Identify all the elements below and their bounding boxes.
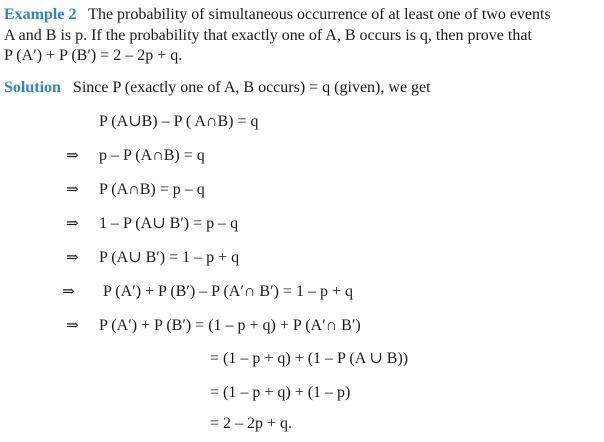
implies-arrow-2: ⇒ [66,148,79,164]
step-7: P (A′) + P (B′) = (1 – p + q) + P (A′∩ B′) [99,317,361,334]
step-8: = (1 – p + q) + (1 – P (A ∪ B)) [210,350,409,367]
solution-line [4,78,431,99]
implies-arrow-3: ⇒ [66,182,79,198]
step-3: P (A∩B) = p – q [99,181,205,198]
step-9: = (1 – p + q) + (1 – p) [210,384,351,401]
step-10: = 2 – 2p + q. [210,415,293,432]
step-1: P (A∪B) – P ( A∩B) = q [99,113,259,130]
step-5: P (A∪ B′) = 1 – p + q [99,249,240,266]
example-text-2: A and B is p. If the probability that exactly one of A, B occurs is q, then prove that [4,27,532,44]
step-2: p – P (A∩B) = q [99,147,205,164]
implies-arrow-6: ⇒ [62,284,75,300]
implies-arrow-5: ⇒ [66,250,79,266]
example-text-1: The probability of simultaneous occurrence of at least one of two events [88,6,551,23]
example-line-1 [4,5,551,26]
step-4: 1 – P (A∪ B′) = p – q [99,215,239,232]
example-label: Example 2 [4,6,77,23]
example-text-3: P (A′) + P (B′) = 2 – 2p + q. [4,47,183,64]
step-6: P (A′) + P (B′) – P (A′∩ B′) = 1 – p + q [103,283,353,300]
implies-arrow-7: ⇒ [66,318,79,334]
implies-arrow-4: ⇒ [66,216,79,232]
solution-intro: Since P (exactly one of A, B occurs) = q (given), we get [72,79,431,96]
solution-label: Solution [4,79,61,96]
